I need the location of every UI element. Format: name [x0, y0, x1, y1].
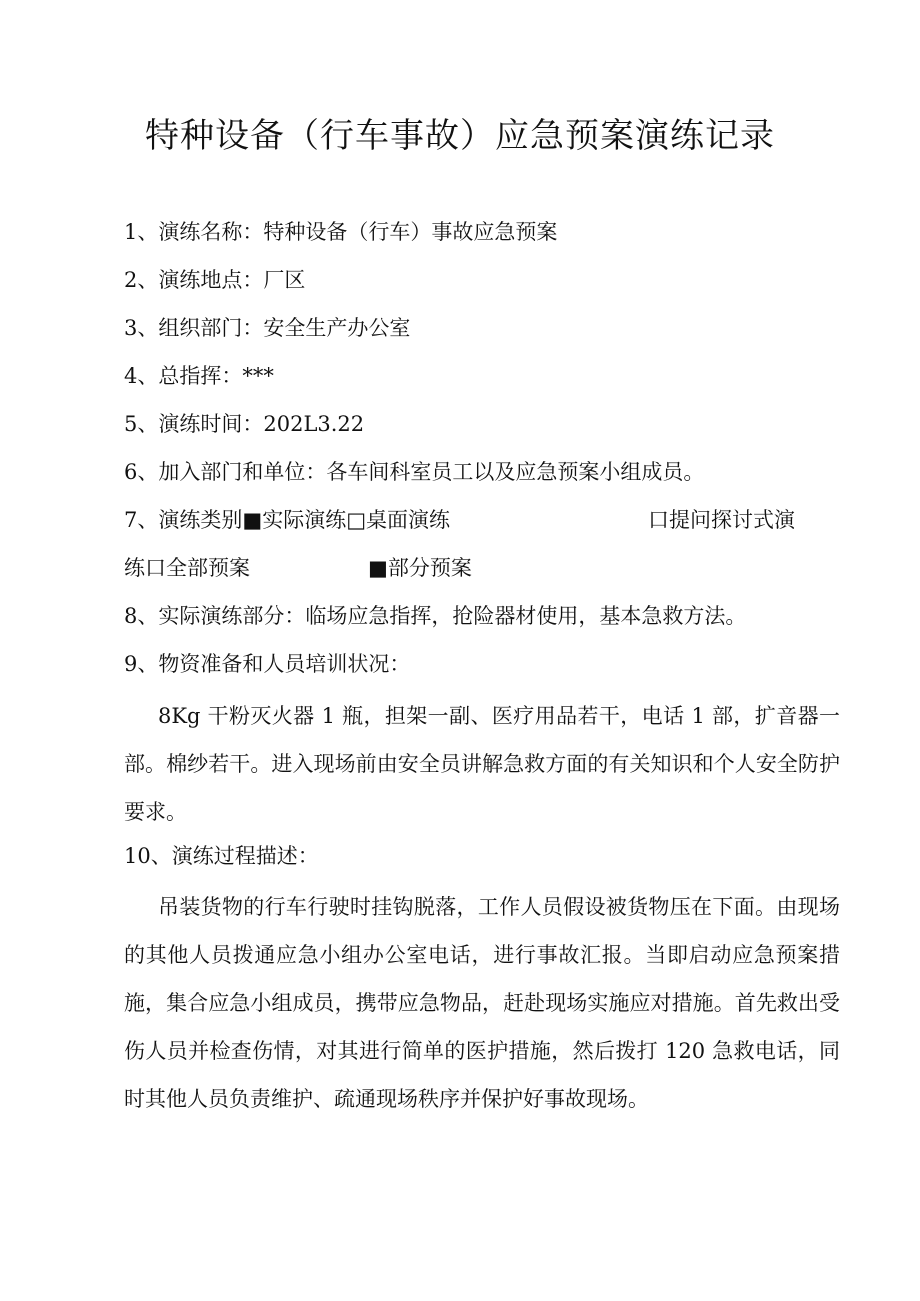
item-drill-category-option-full-plan: 练口全部预案 — [124, 556, 250, 580]
item-drill-category-option-partial-plan: ■部分预案 — [368, 556, 472, 580]
item-materials-heading: 9、物资准备和人员培训状况： — [124, 652, 411, 676]
item-drill-time: 5、演练时间：202L3.22 — [124, 412, 365, 436]
item-drill-location: 2、演练地点：厂区 — [124, 268, 306, 292]
item-drill-category: 7、演练类别■实际演练□桌面演练 — [124, 508, 451, 532]
item-organizing-department: 3、组织部门：安全生产办公室 — [124, 316, 411, 340]
document-title: 特种设备（行车事故）应急预案演练记录 — [145, 116, 775, 156]
item-process-heading: 10、演练过程描述： — [124, 844, 319, 868]
item-drill-category-option-discussion: 口提问探讨式演 — [648, 508, 795, 532]
process-paragraph: 吊装货物的行车行驶时挂钩脱落，工作人员假设被货物压在下面。由现场的其他人员拨通应急小组办公室电话，进行事故汇报。当即启动应急预案措施，集合应急小组成员，携带应急物品，赶赴现场实施应对措施。首先救出受伤人员并检查伤情，对其进行简单的医护措施，然后拨打 120 急救电话，同时其他人员负责维护、疏通现场秩序并保护好事故现场。 — [124, 895, 840, 1111]
item-commander: 4、总指挥：*** — [124, 364, 274, 388]
item-drill-name: 1、演练名称：特种设备（行车）事故应急预案 — [124, 220, 558, 244]
materials-paragraph: 8Kg 干粉灭火器 1 瓶，担架一副、医疗用品若干，电话 1 部，扩音器一部。棉纱若干。进入现场前由安全员讲解急救方面的有关知识和个人安全防护要求。 — [124, 704, 840, 824]
item-participants: 6、加入部门和单位：各车间科室员工以及应急预案小组成员。 — [124, 460, 705, 484]
item-actual-drill-parts: 8、实际演练部分：临场应急指挥，抢险器材使用，基本急救方法。 — [124, 604, 747, 628]
